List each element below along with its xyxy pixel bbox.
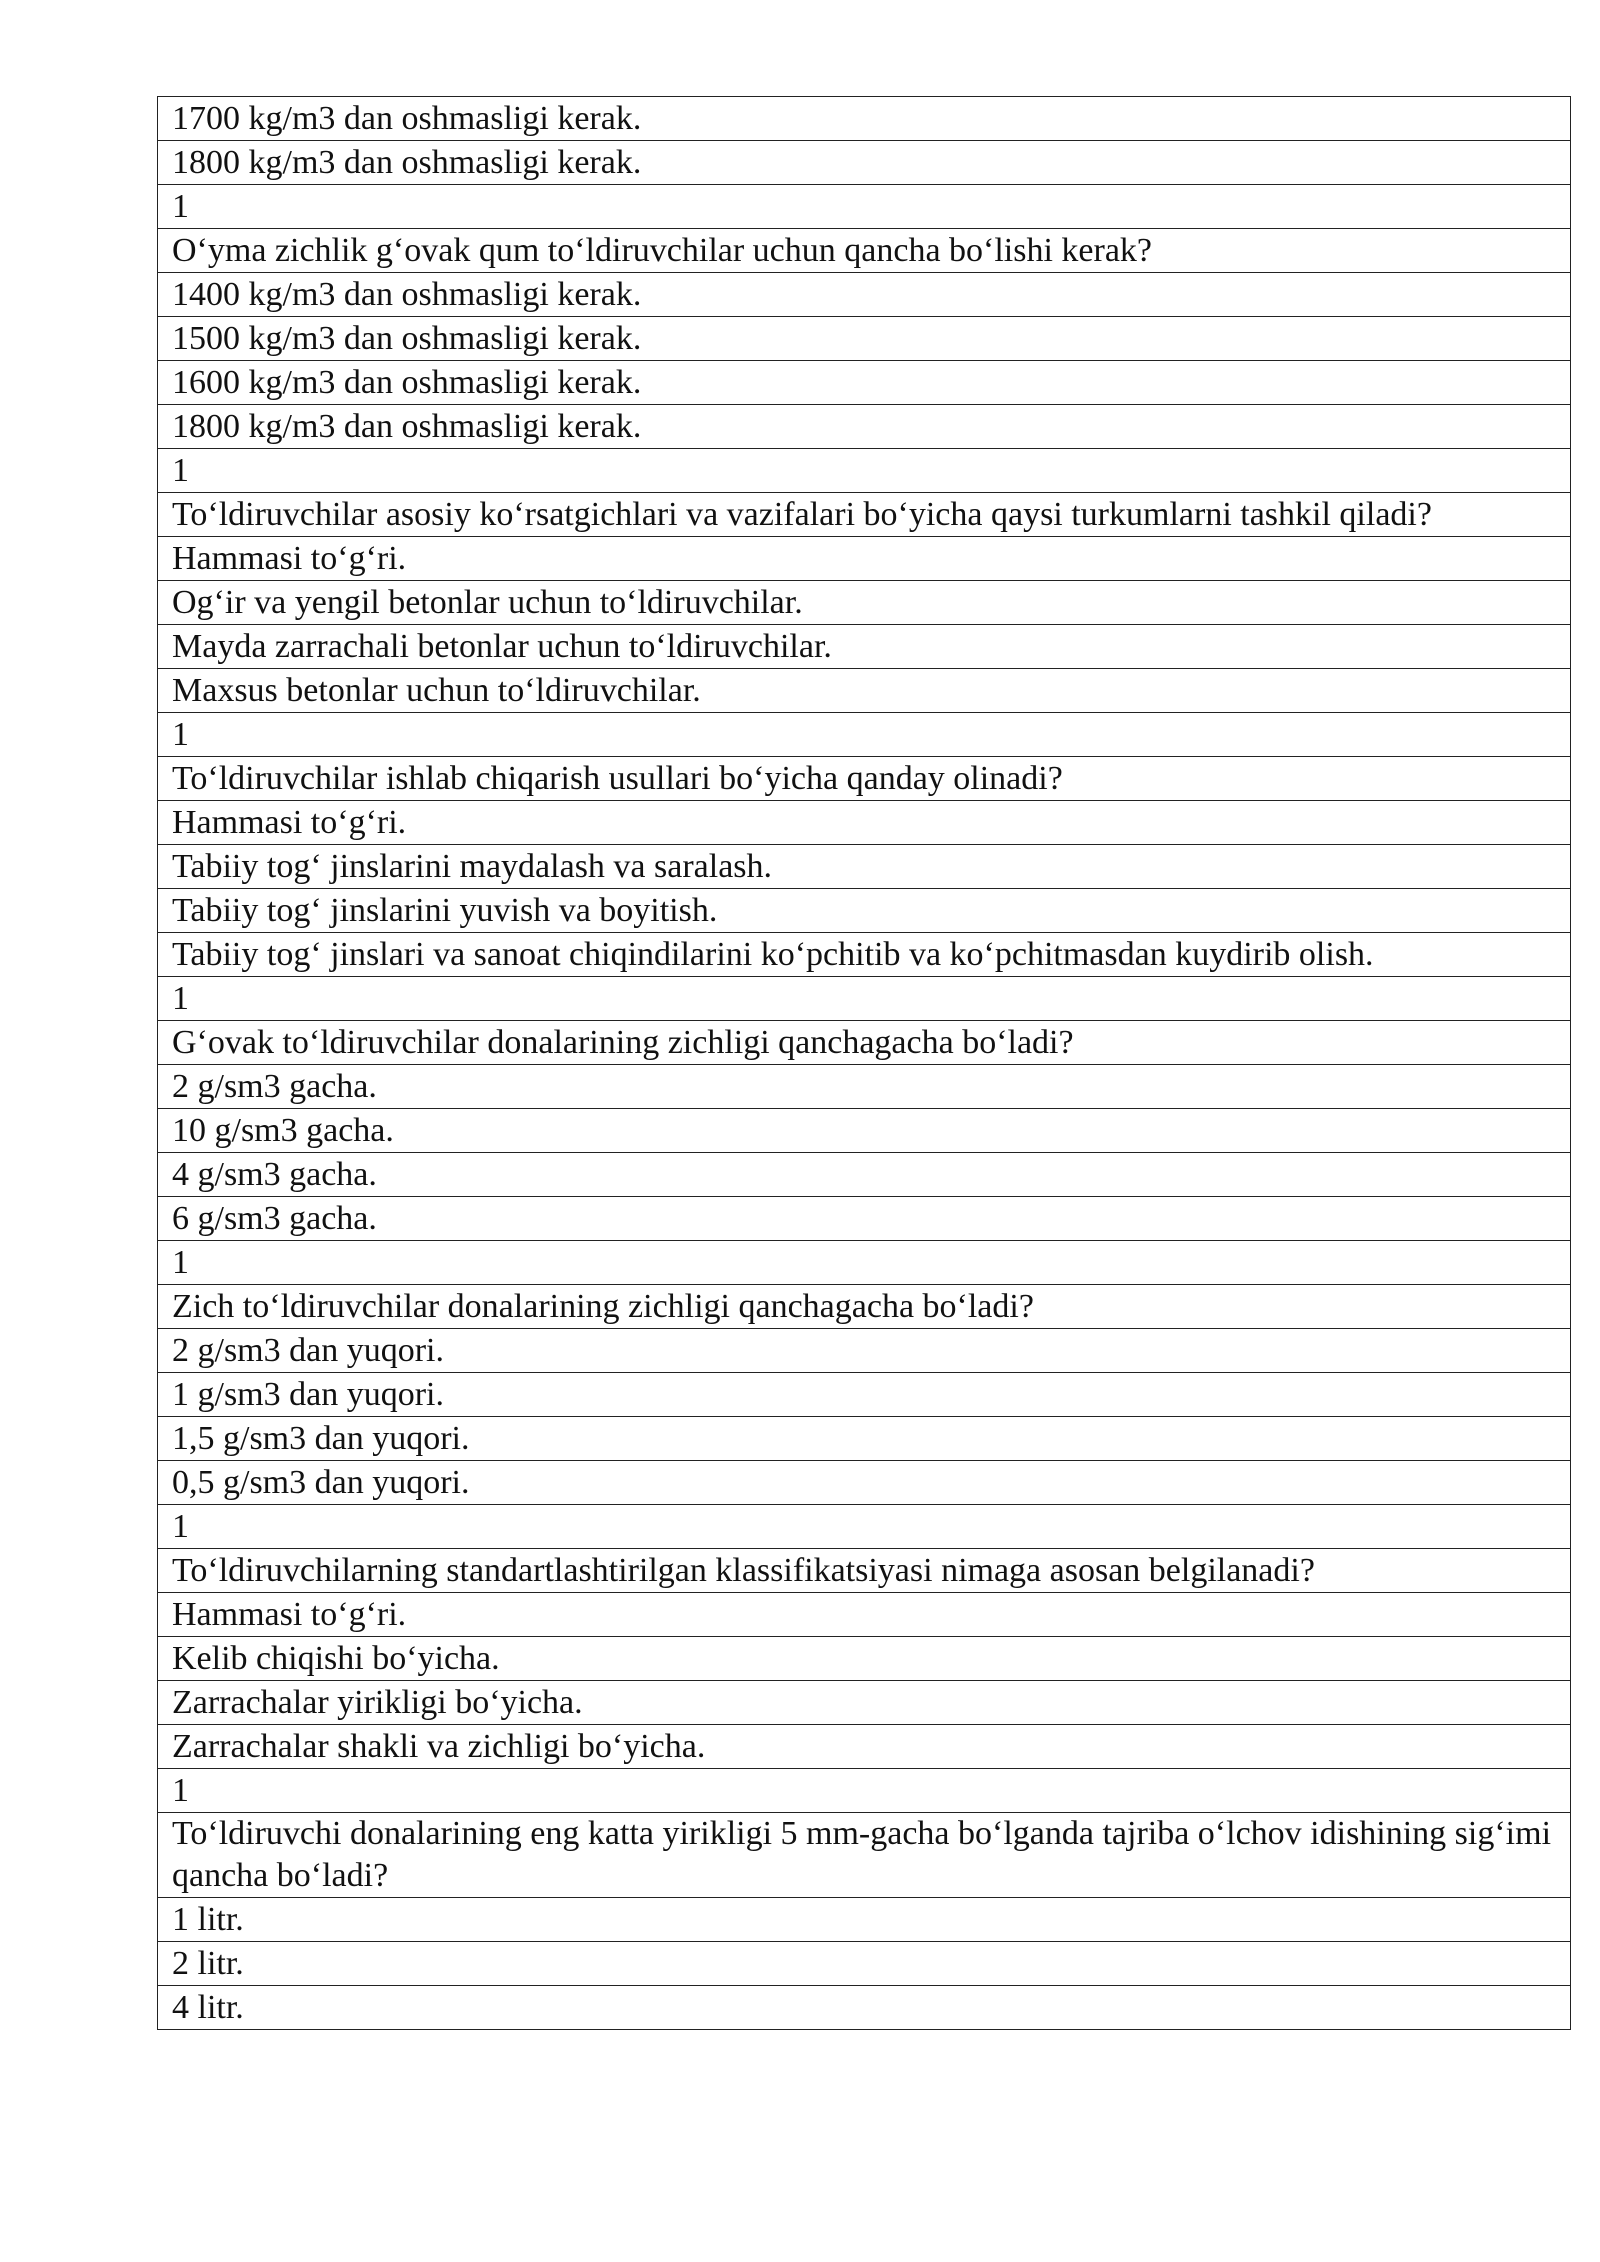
table-row bbox=[158, 1241, 1571, 1285]
table-row bbox=[158, 1898, 1571, 1942]
answer-option-cell: 1 g/sm3 dan yuqori. bbox=[158, 1373, 1571, 1417]
table-row bbox=[158, 713, 1571, 757]
table-row bbox=[158, 933, 1571, 977]
table-row bbox=[158, 185, 1571, 229]
table-row bbox=[158, 1197, 1571, 1241]
separator-number-cell: 1 bbox=[158, 713, 1571, 757]
table-row bbox=[158, 1681, 1571, 1725]
table-row bbox=[158, 977, 1571, 1021]
table-row bbox=[158, 1417, 1571, 1461]
table-row bbox=[158, 1153, 1571, 1197]
table-row bbox=[158, 625, 1571, 669]
question-cell: Zich to‘ldiruvchilar donalarining zichligi qanchagacha bo‘ladi? bbox=[158, 1285, 1571, 1329]
answer-option-cell: Hammasi to‘g‘ri. bbox=[158, 1593, 1571, 1637]
table-row bbox=[158, 1986, 1571, 2030]
answer-option-cell: 1400 kg/m3 dan oshmasligi kerak. bbox=[158, 273, 1571, 317]
answer-option-cell: Kelib chiqishi bo‘yicha. bbox=[158, 1637, 1571, 1681]
separator-number-cell: 1 bbox=[158, 1505, 1571, 1549]
table-row bbox=[158, 1505, 1571, 1549]
table-row bbox=[158, 1329, 1571, 1373]
question-table-body bbox=[158, 97, 1571, 2030]
answer-option-cell: Hammasi to‘g‘ri. bbox=[158, 537, 1571, 581]
answer-option-cell: 6 g/sm3 gacha. bbox=[158, 1197, 1571, 1241]
answer-option-cell: 2 litr. bbox=[158, 1942, 1571, 1986]
answer-option-cell: 4 g/sm3 gacha. bbox=[158, 1153, 1571, 1197]
separator-number-cell: 1 bbox=[158, 449, 1571, 493]
answer-option-cell: 1800 kg/m3 dan oshmasligi kerak. bbox=[158, 141, 1571, 185]
answer-option-cell: Tabiiy tog‘ jinslarini yuvish va boyitish. bbox=[158, 889, 1571, 933]
table-row bbox=[158, 1725, 1571, 1769]
table-row bbox=[158, 1065, 1571, 1109]
question-cell: G‘ovak to‘ldiruvchilar donalarining zichligi qanchagacha bo‘ladi? bbox=[158, 1021, 1571, 1065]
table-row bbox=[158, 141, 1571, 185]
separator-number-cell: 1 bbox=[158, 1241, 1571, 1285]
answer-option-cell: 1500 kg/m3 dan oshmasligi kerak. bbox=[158, 317, 1571, 361]
table-row bbox=[158, 449, 1571, 493]
answer-option-cell: 1 litr. bbox=[158, 1898, 1571, 1942]
table-row bbox=[158, 845, 1571, 889]
answer-option-cell: Mayda zarrachali betonlar uchun to‘ldiruvchilar. bbox=[158, 625, 1571, 669]
table-row bbox=[158, 229, 1571, 273]
answer-option-cell: 1,5 g/sm3 dan yuqori. bbox=[158, 1417, 1571, 1461]
table-row bbox=[158, 317, 1571, 361]
table-row bbox=[158, 801, 1571, 845]
question-cell: To‘ldiruvchilar ishlab chiqarish usullari bo‘yicha qanday olinadi? bbox=[158, 757, 1571, 801]
table-row bbox=[158, 493, 1571, 537]
answer-option-cell: 2 g/sm3 dan yuqori. bbox=[158, 1329, 1571, 1373]
answer-option-cell: 2 g/sm3 gacha. bbox=[158, 1065, 1571, 1109]
answer-option-cell: Tabiiy tog‘ jinslarini maydalash va saralash. bbox=[158, 845, 1571, 889]
table-row bbox=[158, 1813, 1571, 1898]
question-cell: O‘yma zichlik g‘ovak qum to‘ldiruvchilar uchun qancha bo‘lishi kerak? bbox=[158, 229, 1571, 273]
answer-option-cell: Zarrachalar shakli va zichligi bo‘yicha. bbox=[158, 1725, 1571, 1769]
table-row bbox=[158, 1109, 1571, 1153]
answer-option-cell: 1700 kg/m3 dan oshmasligi kerak. bbox=[158, 97, 1571, 141]
answer-option-cell: Maxsus betonlar uchun to‘ldiruvchilar. bbox=[158, 669, 1571, 713]
table-row bbox=[158, 1021, 1571, 1065]
answer-option-cell: 1800 kg/m3 dan oshmasligi kerak. bbox=[158, 405, 1571, 449]
table-row bbox=[158, 889, 1571, 933]
answer-option-cell: 10 g/sm3 gacha. bbox=[158, 1109, 1571, 1153]
question-cell: To‘ldiruvchilarning standartlashtirilgan klassifikatsiyasi nimaga asosan belgilanadi? bbox=[158, 1549, 1571, 1593]
table-row bbox=[158, 97, 1571, 141]
table-row bbox=[158, 273, 1571, 317]
answer-option-cell: Zarrachalar yirikligi bo‘yicha. bbox=[158, 1681, 1571, 1725]
table-row bbox=[158, 669, 1571, 713]
question-cell: To‘ldiruvchi donalarining eng katta yirikligi 5 mm-gacha bo‘lganda tajriba o‘lchov idishining sig‘imi qancha bo‘ladi? bbox=[158, 1813, 1571, 1898]
separator-number-cell: 1 bbox=[158, 1769, 1571, 1813]
table-row bbox=[158, 1942, 1571, 1986]
table-row bbox=[158, 581, 1571, 625]
table-row bbox=[158, 405, 1571, 449]
table-row bbox=[158, 757, 1571, 801]
table-row bbox=[158, 1285, 1571, 1329]
table-row bbox=[158, 361, 1571, 405]
question-table bbox=[157, 96, 1571, 2030]
table-row bbox=[158, 1549, 1571, 1593]
table-row bbox=[158, 1373, 1571, 1417]
table-row bbox=[158, 1769, 1571, 1813]
separator-number-cell: 1 bbox=[158, 977, 1571, 1021]
table-row bbox=[158, 1637, 1571, 1681]
answer-option-cell: 1600 kg/m3 dan oshmasligi kerak. bbox=[158, 361, 1571, 405]
answer-option-cell: 4 litr. bbox=[158, 1986, 1571, 2030]
table-row bbox=[158, 537, 1571, 581]
answer-option-cell: Og‘ir va yengil betonlar uchun to‘ldiruvchilar. bbox=[158, 581, 1571, 625]
table-row bbox=[158, 1593, 1571, 1637]
answer-option-cell: 0,5 g/sm3 dan yuqori. bbox=[158, 1461, 1571, 1505]
answer-option-cell: Tabiiy tog‘ jinslari va sanoat chiqindilarini ko‘pchitib va ko‘pchitmasdan kuydirib olish. bbox=[158, 933, 1571, 977]
answer-option-cell: Hammasi to‘g‘ri. bbox=[158, 801, 1571, 845]
table-row bbox=[158, 1461, 1571, 1505]
question-cell: To‘ldiruvchilar asosiy ko‘rsatgichlari va vazifalari bo‘yicha qaysi turkumlarni tashkil qiladi? bbox=[158, 493, 1571, 537]
separator-number-cell: 1 bbox=[158, 185, 1571, 229]
